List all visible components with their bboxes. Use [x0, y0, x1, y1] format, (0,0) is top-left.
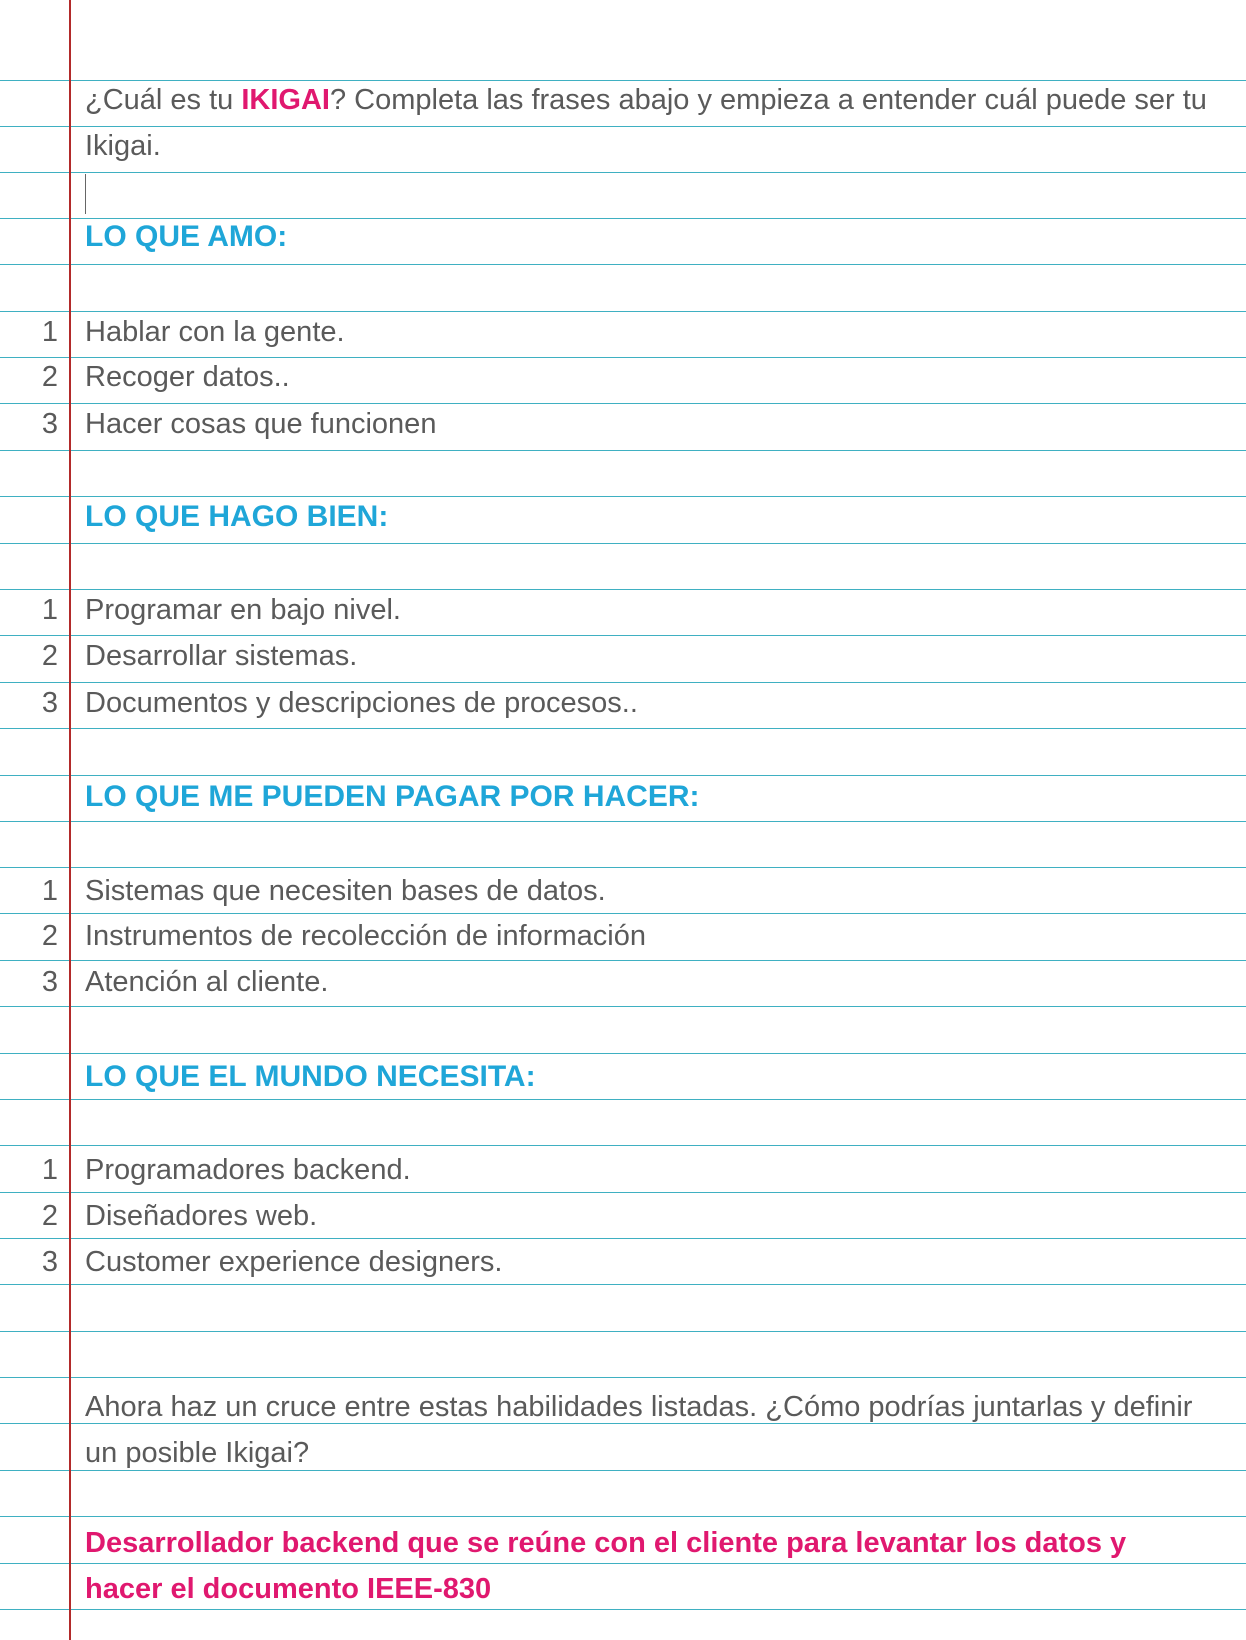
list-item: Atención al cliente. [85, 966, 329, 998]
ruled-line [0, 1331, 1246, 1332]
list-item: Desarrollar sistemas. [85, 640, 358, 672]
ruled-line [0, 496, 1246, 497]
list-item: Recoger datos.. [85, 361, 290, 393]
ruled-line [0, 867, 1246, 868]
section-title-lo-que-el-mundo-necesita: LO QUE EL MUNDO NECESITA: [85, 1060, 536, 1093]
ruled-line [0, 635, 1246, 636]
list-item: Instrumentos de recolección de información [85, 920, 646, 952]
ruled-line [0, 913, 1246, 914]
ruled-line [0, 1238, 1246, 1239]
item-number: 2 [41, 640, 58, 672]
ruled-line [0, 357, 1246, 358]
intro-line-1 [85, 86, 1207, 115]
ruled-line [0, 775, 1246, 776]
section-title-lo-que-me-pueden-pagar: LO QUE ME PUEDEN PAGAR POR HACER: [85, 780, 700, 813]
intro-suffix: ? Completa las frases abajo y empieza a entender cuál puede ser tu [329, 84, 1207, 116]
ruled-line [0, 543, 1246, 544]
ruled-line [0, 960, 1246, 961]
list-item: Diseñadores web. [85, 1200, 318, 1232]
list-item: Customer experience designers. [85, 1246, 503, 1278]
ruled-line [0, 728, 1246, 729]
intro-line-2: Ikigai. [85, 130, 161, 162]
ruled-line [0, 126, 1246, 127]
list-item: Documentos y descripciones de procesos.. [85, 687, 638, 719]
ruled-line [0, 1284, 1246, 1285]
list-item: Hacer cosas que funcionen [85, 408, 437, 440]
section-title-lo-que-amo: LO QUE AMO: [85, 220, 288, 253]
ruled-line [0, 1006, 1246, 1007]
ruled-line [0, 821, 1246, 822]
item-number: 3 [41, 687, 58, 719]
list-item: Programadores backend. [85, 1154, 411, 1186]
item-number: 2 [41, 920, 58, 952]
item-number: 1 [41, 594, 58, 626]
item-number: 2 [41, 1200, 58, 1232]
list-item: Hablar con la gente. [85, 316, 345, 348]
ruled-line [0, 311, 1246, 312]
ruled-line [0, 264, 1246, 265]
ruled-line [0, 1563, 1246, 1564]
ruled-line [0, 403, 1246, 404]
ruled-line [0, 450, 1246, 451]
item-number: 2 [41, 361, 58, 393]
ruled-line [0, 1099, 1246, 1100]
item-number: 1 [41, 316, 58, 348]
ruled-line [0, 1516, 1246, 1517]
item-number: 3 [41, 408, 58, 440]
section-title-lo-que-hago-bien: LO QUE HAGO BIEN: [85, 500, 389, 533]
ruled-line [0, 1470, 1246, 1471]
ruled-line [0, 80, 1246, 81]
text-cursor [85, 174, 86, 214]
ruled-line [0, 1053, 1246, 1054]
ruled-line [0, 589, 1246, 590]
answer-line-2: hacer el documento IEEE-830 [85, 1573, 492, 1605]
prompt-line-2: un posible Ikigai? [85, 1437, 310, 1469]
answer-line-1: Desarrollador backend que se reúne con el cliente para levantar los datos y [85, 1527, 1127, 1559]
ruled-line [0, 1377, 1246, 1378]
item-number: 3 [41, 966, 58, 998]
ruled-line [0, 172, 1246, 173]
ruled-line [0, 1192, 1246, 1193]
ruled-line [0, 682, 1246, 683]
item-number: 3 [41, 1246, 58, 1278]
ruled-line [0, 1609, 1246, 1610]
intro-prefix: ¿Cuál es tu [85, 84, 242, 116]
ruled-line [0, 1145, 1246, 1146]
item-number: 1 [41, 1154, 58, 1186]
ruled-line [0, 1423, 1246, 1424]
margin-line [69, 0, 71, 1640]
list-item: Sistemas que necesiten bases de datos. [85, 875, 606, 907]
item-number: 1 [41, 875, 58, 907]
ruled-line [0, 218, 1246, 219]
prompt-line-1: Ahora haz un cruce entre estas habilidades listadas. ¿Cómo podrías juntarlas y definir [85, 1391, 1193, 1423]
ikigai-highlight: IKIGAI [241, 84, 330, 116]
list-item: Programar en bajo nivel. [85, 594, 401, 626]
